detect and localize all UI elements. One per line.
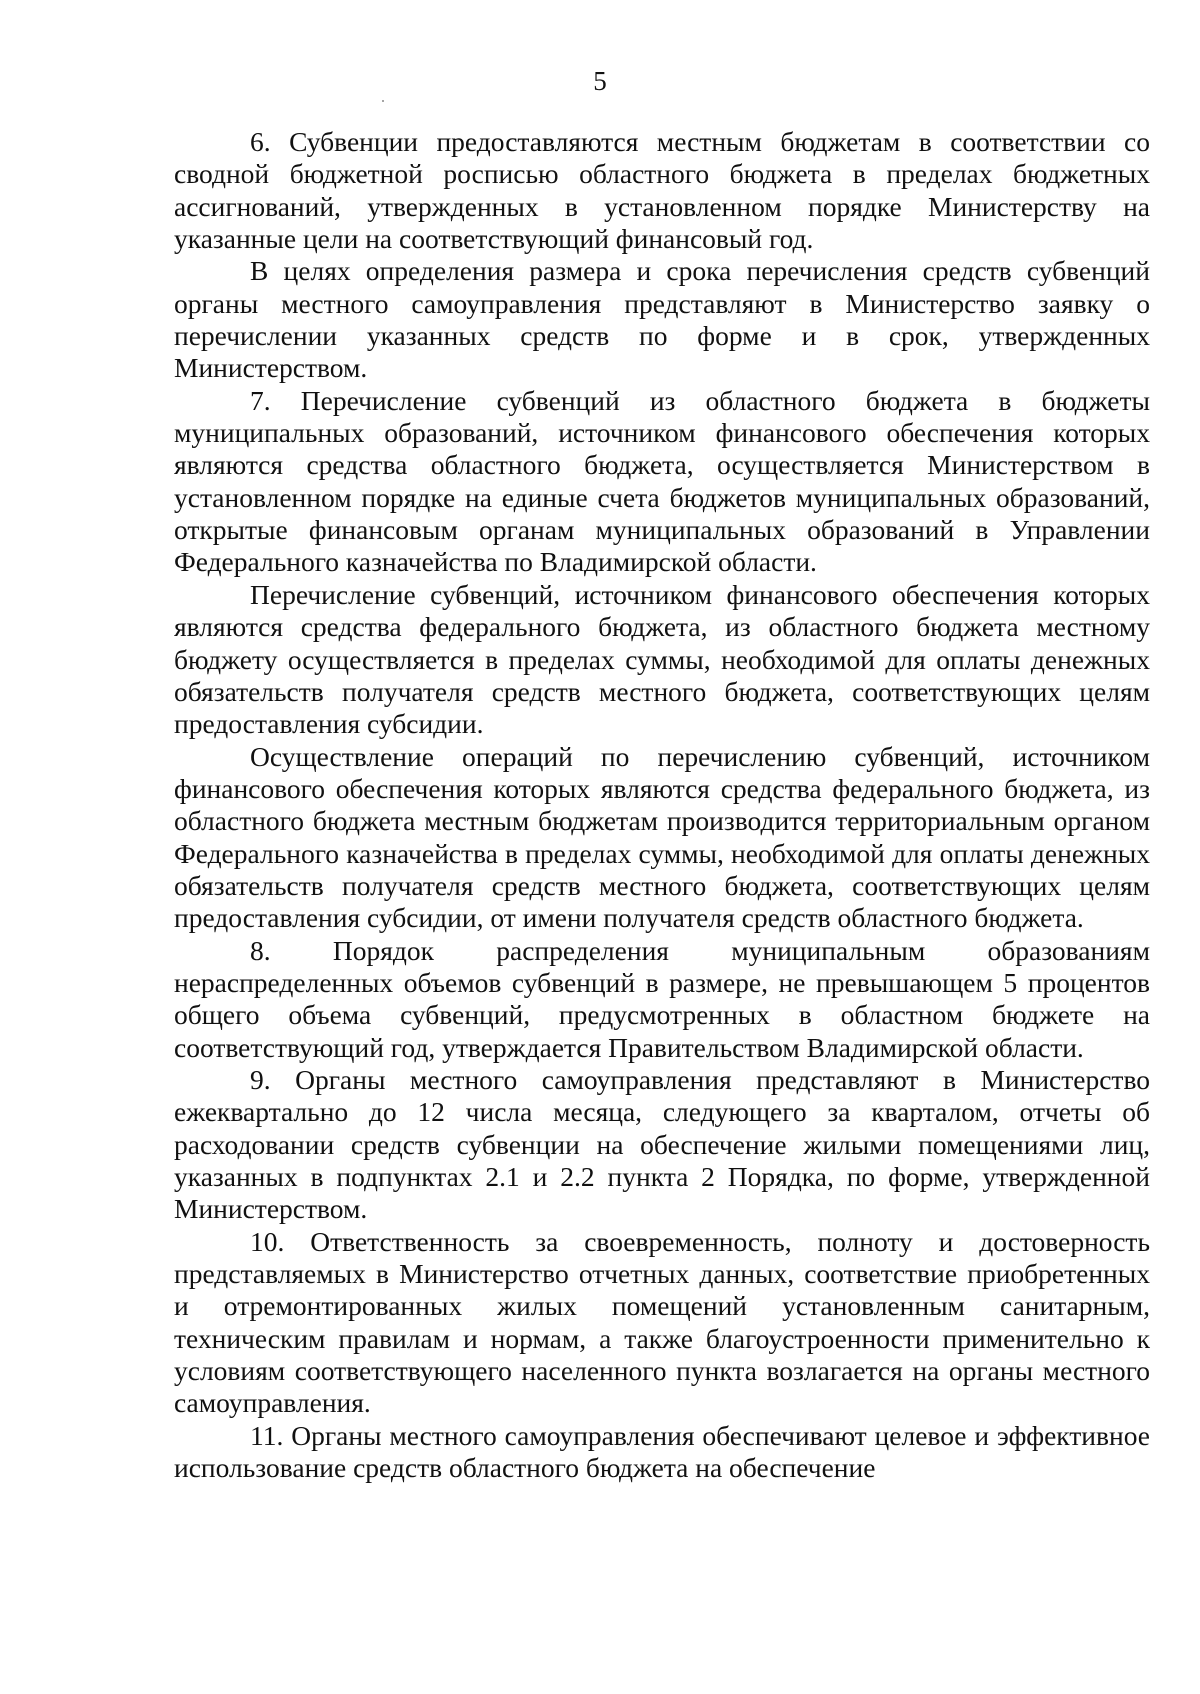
paragraph-7-federal-transfer: Перечисление субвенций, источником финансового обеспечения которых являются средства федерального бюджета, из областного бюджета местному бюджету осуществляется в пределах суммы, необходимой для оплаты денежных обязательств получателя средств местного бюджета, соответствующих целям предоставления субсидии. (174, 578, 1150, 740)
paragraph-7: 7. Перечисление субвенций из областного бюджета в бюджеты муниципальных образований, источником финансового обеспечения которых являются средства областного бюджета, осуществляется Министерством в установленном порядке на единые счета бюджетов муниципальных образований, открытые финансовым органам муниципальных образований в Управлении Федерального казначейства по Владимирской области. (174, 384, 1150, 578)
paragraph-7-treasury-operations: Осуществление операций по перечислению субвенций, источником финансового обеспечения которых являются средства федерального бюджета, из областного бюджета местным бюджетам производится территориальным органом Федерального казначейства в пределах суммы, необходимой для оплаты денежных обязательств получателя средств местного бюджета, соответствующих целям предоставления субсидии, от имени получателя средств областного бюджета. (174, 740, 1150, 934)
paragraph-6: 6. Субвенции предоставляются местным бюджетам в соответствии со сводной бюджетной росписью областного бюджета в пределах бюджетных ассигнований, утвержденных в установленном порядке Министерству на указанные цели на соответствующий финансовый год. (174, 126, 1150, 255)
paragraph-6-request: В целях определения размера и срока перечисления средств субвенций органы местного самоуправления представляют в Министерство заявку о перечислении указанных средств по форме и в срок, утвержденных Министерством. (174, 255, 1150, 384)
page-number: 5 (593, 66, 607, 96)
scan-speck (382, 100, 384, 102)
paragraph-8: 8. Порядок распределения муниципальным образованиям нераспределенных объемов субвенций в размере, не превышающем 5 процентов общего объема субвенций, предусмотренных в областном бюджете на соответствующий год, утверждается Правительством Владимирской области. (174, 934, 1150, 1063)
document-body (174, 126, 1150, 1484)
paragraph-10: 10. Ответственность за своевременность, полноту и достоверность представляемых в Министерство отчетных данных, соответствие приобретенных и отремонтированных жилых помещений установленным санитарным, техническим правилам и нормам, а также благоустроенности применительно к условиям соответствующего населенного пункта возлагается на органы местного самоуправления. (174, 1225, 1150, 1419)
paragraph-11: 11. Органы местного самоуправления обеспечивают целевое и эффективное использование средств областного бюджета на обеспечение (174, 1419, 1150, 1484)
paragraph-9: 9. Органы местного самоуправления представляют в Министерство ежеквартально до 12 числа месяца, следующего за кварталом, отчеты об расходовании средств субвенции на обеспечение жилыми помещениями лиц, указанных в подпунктах 2.1 и 2.2 пункта 2 Порядка, по форме, утвержденной Министерством. (174, 1063, 1150, 1225)
